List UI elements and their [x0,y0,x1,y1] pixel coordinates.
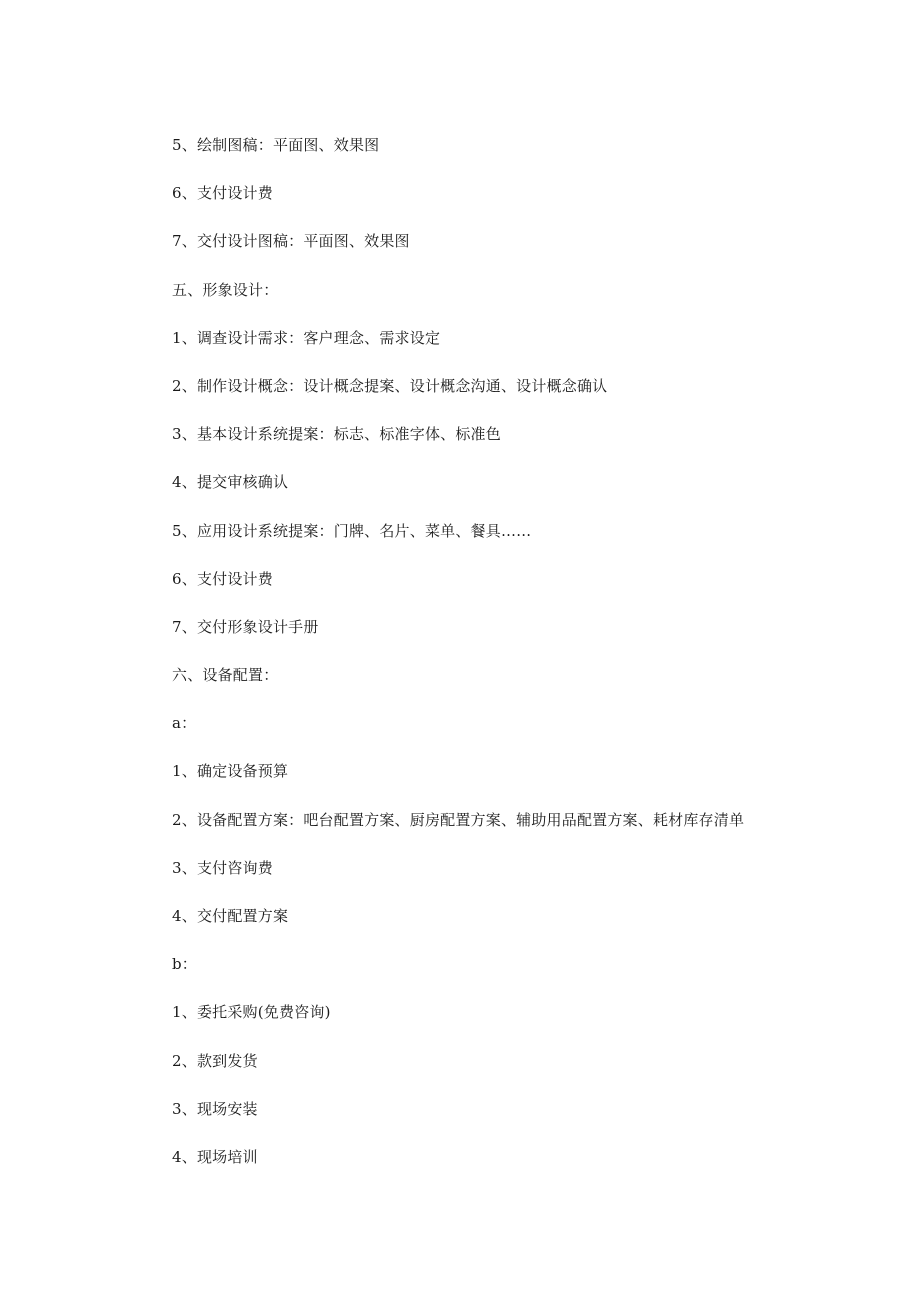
subsection-label: b： [172,955,198,974]
text-line: 6、支付设计费 [172,184,273,203]
section-heading: 六、设备配置： [172,666,279,685]
text-line: 1、确定设备预算 [172,762,289,781]
text-line: 2、款到发货 [172,1051,258,1070]
text-line: 7、交付设计图稿：平面图、效果图 [172,232,410,251]
text-line: 4、提交审核确认 [172,473,289,492]
text-line: 3、现场安装 [172,1099,258,1118]
text-line: 5、绘制图稿：平面图、效果图 [172,136,380,154]
text-line: 2、制作设计概念：设计概念提案、设计概念沟通、设计概念确认 [172,376,608,395]
subsection-label: a： [172,714,197,733]
document-body [172,131,872,1191]
text-line: 6、支付设计费 [172,569,273,588]
text-line: 1、调查设计需求：客户理念、需求设定 [172,328,441,347]
text-line: 1、委托采购(免费咨询) [172,1003,331,1022]
text-line: 3、基本设计系统提案：标志、标准字体、标准色 [172,425,501,444]
text-line: 2、设备配置方案：吧台配置方案、厨房配置方案、辅助用品配置方案、耗材库存清单 [172,810,745,829]
text-line: 7、交付形象设计手册 [172,617,319,636]
text-line: 3、支付咨询费 [172,858,273,877]
text-line: 4、现场培训 [172,1147,258,1166]
text-line: 4、交付配置方案 [172,907,289,925]
section-heading: 五、形象设计： [172,280,279,299]
text-line: 5、应用设计系统提案：门牌、名片、菜单、餐具…… [172,521,532,540]
